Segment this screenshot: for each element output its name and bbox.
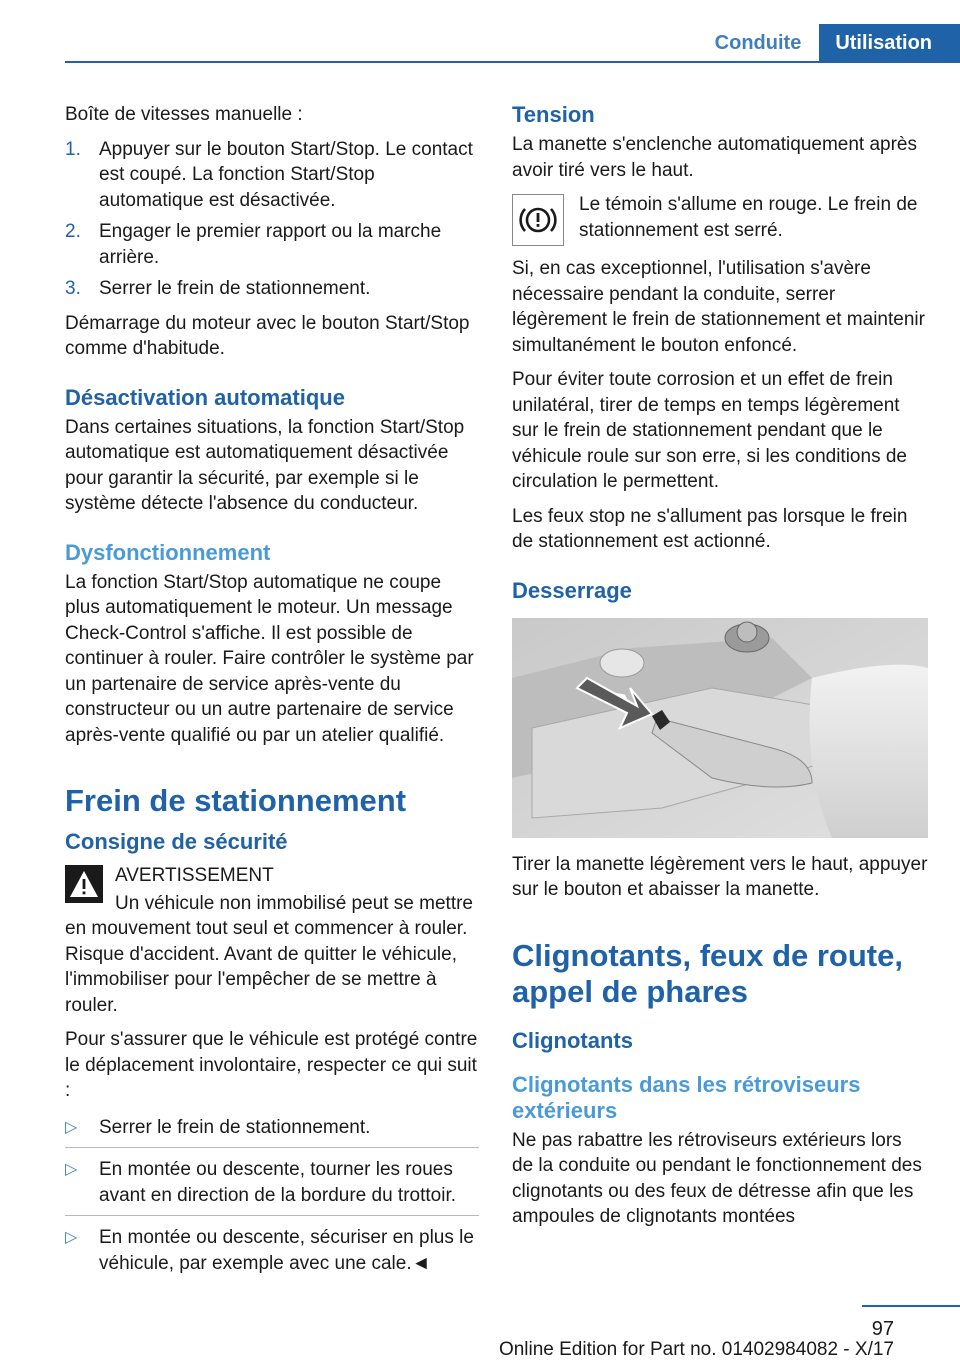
desserrage-text: Tirer la manette légèrement vers le haut, appuyer sur le bouton et abaisser la manette. <box>512 853 928 900</box>
warning-block <box>65 863 479 889</box>
list-item <box>65 219 479 270</box>
warning-triangle-icon <box>65 865 103 903</box>
header-rule <box>65 61 960 63</box>
page-number: 97 <box>871 1318 894 1340</box>
indicator-row <box>512 192 928 246</box>
intro-text: Boîte de vitesses manuelle : <box>65 104 303 125</box>
header-tabs <box>697 24 960 62</box>
edition-text: Online Edition for Part no. 01402984082 - X/17 <box>498 1339 894 1360</box>
restart-text: Démarrage du moteur avec le bouton Start/Stop comme d'habitude. <box>65 312 470 359</box>
list-item <box>65 1113 479 1148</box>
heading-retroviseurs: Clignotants dans les rétroviseurs extérieurs <box>512 1071 861 1123</box>
feux-text: Les feux stop ne s'allument pas lorsque le frein de stationnement est actionné. <box>512 505 908 552</box>
right-column <box>512 102 928 1239</box>
step-text: Appuyer sur le bouton Start/Stop. Le contact est coupé. La fonction Start/Stop automatique est désactivée. <box>99 138 473 211</box>
retroviseurs-text: Ne pas rabattre les rétroviseurs extérieurs lors de la conduite ou pendant le fonctionnement des clignotants ou des feux de détresse afin que les ampoules de clignotants montées <box>512 1129 922 1227</box>
footer-rule <box>862 1305 960 1307</box>
heading-desactivation: Désactivation automatique <box>65 384 345 410</box>
bullet-marker-icon: ▷ <box>65 1161 78 1178</box>
heading-clignotants-main: Clignotants, feux de route, appel de phares <box>512 937 903 1009</box>
assurer-text: Pour s'assurer que le véhicule est protégé contre le déplacement involontaire, respecter ce qui suit : <box>65 1029 478 1101</box>
list-item <box>65 276 479 302</box>
heading-clignotants: Clignotants <box>512 1027 633 1053</box>
bullet-list <box>65 1113 479 1284</box>
tension-text: La manette s'enclenche automatiquement après avoir tiré vers le haut. <box>512 134 917 181</box>
heading-tension: Tension <box>512 102 595 127</box>
list-item <box>65 1215 479 1283</box>
step-text: Serrer le frein de stationnement. <box>99 278 371 299</box>
tab-conduite[interactable]: Conduite <box>697 24 820 62</box>
step-number: 3. <box>65 278 81 299</box>
exception-text: Si, en cas exceptionnel, l'utilisation s'avère nécessaire pendant la conduite, serrer légèrement le frein de stationnement et maintenir simultanément le bouton enfoncé. <box>512 258 925 356</box>
step-list <box>65 137 479 302</box>
heading-frein-stationnement: Frein de stationnement <box>65 783 407 818</box>
temoin-text: Le témoin s'allume en rouge. Le frein de stationnement est serré. <box>579 194 918 241</box>
tab-utilisation[interactable]: Utilisation <box>819 24 960 62</box>
bullet-marker-icon: ▷ <box>65 1229 78 1246</box>
list-item <box>65 1147 479 1215</box>
desactivation-text: Dans certaines situations, la fonction Start/Stop automatique est automatiquement désactivée pour garantir la sécurité, par exemple si le système détecte l'absence du conducteur. <box>65 416 465 514</box>
bullet-text: Serrer le frein de stationnement. <box>99 1116 371 1138</box>
bullet-marker-icon: ▷ <box>65 1118 78 1136</box>
heading-desserrage: Desserrage <box>512 577 632 603</box>
step-number: 2. <box>65 221 81 242</box>
warning-text: Un véhicule non immobilisé peut se mettre en mouvement tout seul et commencer à rouler. Risque d'accident. Avant de quitter le véhicule, l'immobiliser pour l'empêcher de se mettre à rouler. <box>65 892 474 1016</box>
warning-title: AVERTISSEMENT <box>115 865 274 886</box>
bullet-text: En montée ou descente, sécuriser en plus le véhicule, par exemple avec une cale.◄ <box>99 1227 474 1274</box>
dysfonctionnement-text: La fonction Start/Stop automatique ne coupe plus automatiquement le moteur. Un message Check-Control s'affiche. Il est possible de continuer à rouler. Faire contrôler le système par un partenaire de service après-vente du constructeur ou un autre partenaire de service après-vente qualifié ou par un atelier qualifié. <box>65 571 474 746</box>
step-number: 1. <box>65 138 81 160</box>
heading-consigne: Consigne de sécurité <box>65 829 288 854</box>
list-item <box>65 137 479 214</box>
step-text: Engager le premier rapport ou la marche arrière. <box>99 221 442 268</box>
parking-brake-indicator-icon <box>512 194 564 246</box>
bullet-text: En montée ou descente, tourner les roues avant en direction de la bordure du trottoir. <box>99 1159 457 1206</box>
parking-brake-figure <box>512 618 928 838</box>
left-column <box>65 102 479 1283</box>
heading-dysfonctionnement: Dysfonctionnement <box>65 539 271 565</box>
corrosion-text: Pour éviter toute corrosion et un effet de frein unilatéral, tirer de temps en temps légèrement sur le frein de stationnement pendant que le véhicule roule sur son erre, si les conditions de circulation le permettent. <box>512 369 907 492</box>
